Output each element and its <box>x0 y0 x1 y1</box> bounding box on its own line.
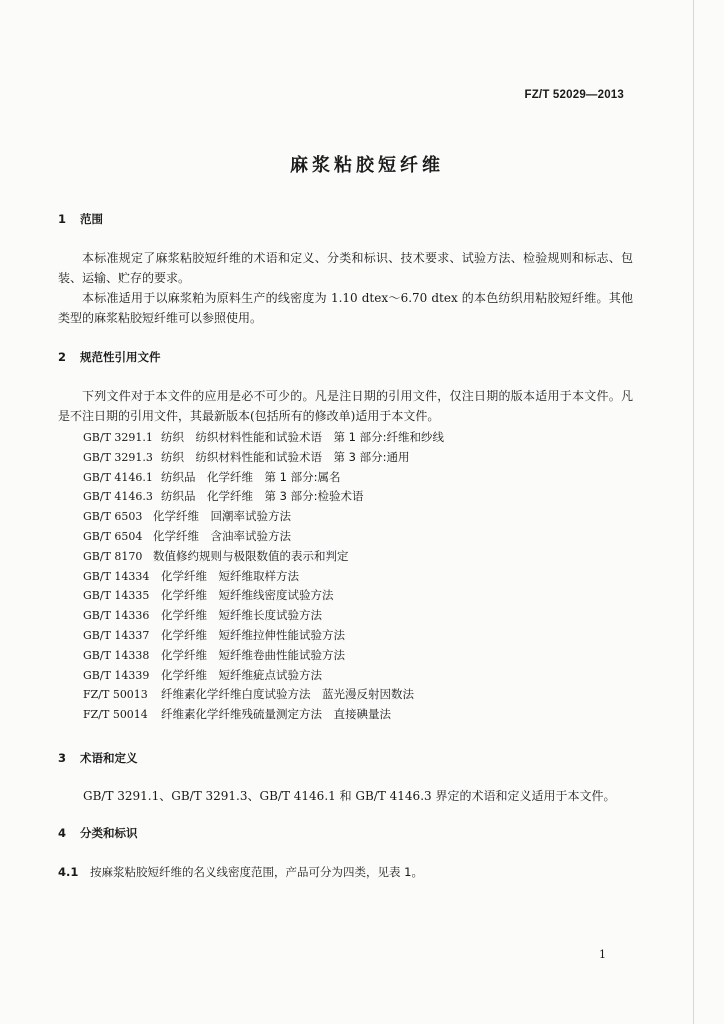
section-2-number: 2 <box>58 350 67 364</box>
standard-code: FZ/T 52029—2013 <box>524 89 624 101</box>
reference-code: GB/T 14337 <box>83 628 150 642</box>
reference-item <box>83 685 444 705</box>
clause-4-1-text: 按麻浆粘胶短纤维的名义线密度范围，产品可分为四类，见表 1。 <box>90 865 423 879</box>
section-1-title: 范围 <box>80 212 103 226</box>
reference-title: 化学纤维 短纤维线密度试验方法 <box>161 588 334 603</box>
reference-item <box>83 428 444 448</box>
reference-code: FZ/T 50014 <box>83 708 148 722</box>
reference-code: GB/T 14336 <box>83 609 150 623</box>
reference-code: GB/T 14335 <box>83 589 150 603</box>
section-2-heading <box>58 349 161 365</box>
reference-title: 纤维素化学纤维残硫量测定方法 直接碘量法 <box>161 707 391 722</box>
reference-title: 纺织 纺织材料性能和试验术语 第 3 部分:通用 <box>161 449 410 464</box>
section-3-number: 3 <box>58 751 67 765</box>
section-4-title: 分类和标识 <box>80 826 138 840</box>
reference-code: GB/T 4146.1 <box>83 470 153 484</box>
reference-code: GB/T 4146.3 <box>83 490 153 504</box>
section-3-heading <box>58 750 138 766</box>
reference-item <box>83 468 444 488</box>
reference-code: GB/T 14338 <box>83 648 150 662</box>
normative-reference-list <box>83 428 444 725</box>
reference-title: 纺织 纺织材料性能和试验术语 第 1 部分:纤维和纱线 <box>161 430 444 444</box>
reference-title: 纺织品 化学纤维 第 3 部分:检验术语 <box>161 489 364 504</box>
reference-code: GB/T 14334 <box>83 569 150 583</box>
clause-4-1-number: 4.1 <box>58 865 79 879</box>
document-title: 麻浆粘胶短纤维 <box>290 155 444 176</box>
reference-title: 化学纤维 短纤维疵点试验方法 <box>161 667 322 682</box>
reference-code: GB/T 3291.1 <box>83 431 153 444</box>
reference-item <box>83 567 444 587</box>
reference-title: 数值修约规则与极限数值的表示和判定 <box>153 548 349 563</box>
reference-title: 纤维素化学纤维白度试验方法 蓝光漫反射因数法 <box>161 687 414 702</box>
reference-title: 化学纤维 短纤维长度试验方法 <box>161 608 322 623</box>
section-1-paragraph-1: 本标准规定了麻浆粘胶短纤维的术语和定义、分类和标识、技术要求、试验方法、检验规则和标志、包装、运输、贮存的要求。 <box>58 251 633 285</box>
reference-title: 化学纤维 短纤维拉伸性能试验方法 <box>161 627 345 642</box>
reference-item <box>83 527 444 547</box>
section-2-intro: 下列文件对于本文件的应用是必不可少的。凡是注日期的引用文件，仅注日期的版本适用于本文件。凡是不注日期的引用文件，其最新版本(包括所有的修改单)适用于本文件。 <box>58 389 633 423</box>
section-3-title: 术语和定义 <box>80 751 138 765</box>
reference-item <box>83 448 444 468</box>
reference-title: 纺织品 化学纤维 第 1 部分:属名 <box>161 469 341 484</box>
reference-item <box>83 487 444 507</box>
section-1-paragraph-2: 本标准适用于以麻浆粕为原料生产的线密度为 1.10 dtex～6.70 dtex 的本色纺织用粘胶短纤维。其他类型的麻浆粘胶短纤维可以参照使用。 <box>58 291 633 325</box>
reference-title: 化学纤维 短纤维取样方法 <box>161 568 299 583</box>
reference-item <box>83 666 444 686</box>
reference-item <box>83 646 444 666</box>
section-4-heading <box>58 825 138 841</box>
section-4-number: 4 <box>58 826 67 840</box>
reference-item <box>83 586 444 606</box>
reference-code: GB/T 14339 <box>83 668 150 682</box>
section-3-text: GB/T 3291.1、GB/T 3291.3、GB/T 4146.1 和 GB/T 4146.3 界定的术语和定义适用于本文件。 <box>83 789 616 803</box>
reference-title: 化学纤维 含油率试验方法 <box>153 528 291 543</box>
reference-item <box>83 606 444 626</box>
section-2-title: 规范性引用文件 <box>80 350 161 364</box>
section-1-heading <box>58 211 103 227</box>
reference-code: GB/T 8170 <box>83 549 143 563</box>
clause-4-1 <box>58 864 423 880</box>
reference-code: GB/T 6503 <box>83 510 143 524</box>
reference-item <box>83 705 444 725</box>
reference-title: 化学纤维 回潮率试验方法 <box>153 509 291 524</box>
reference-code: FZ/T 50013 <box>83 688 148 702</box>
reference-code: GB/T 6504 <box>83 529 143 543</box>
reference-item <box>83 547 444 567</box>
reference-code: GB/T 3291.3 <box>83 450 153 464</box>
page-number: 1 <box>599 948 606 961</box>
reference-item <box>83 507 444 527</box>
reference-item <box>83 626 444 646</box>
reference-title: 化学纤维 短纤维卷曲性能试验方法 <box>161 647 345 662</box>
section-1-number: 1 <box>58 212 67 226</box>
